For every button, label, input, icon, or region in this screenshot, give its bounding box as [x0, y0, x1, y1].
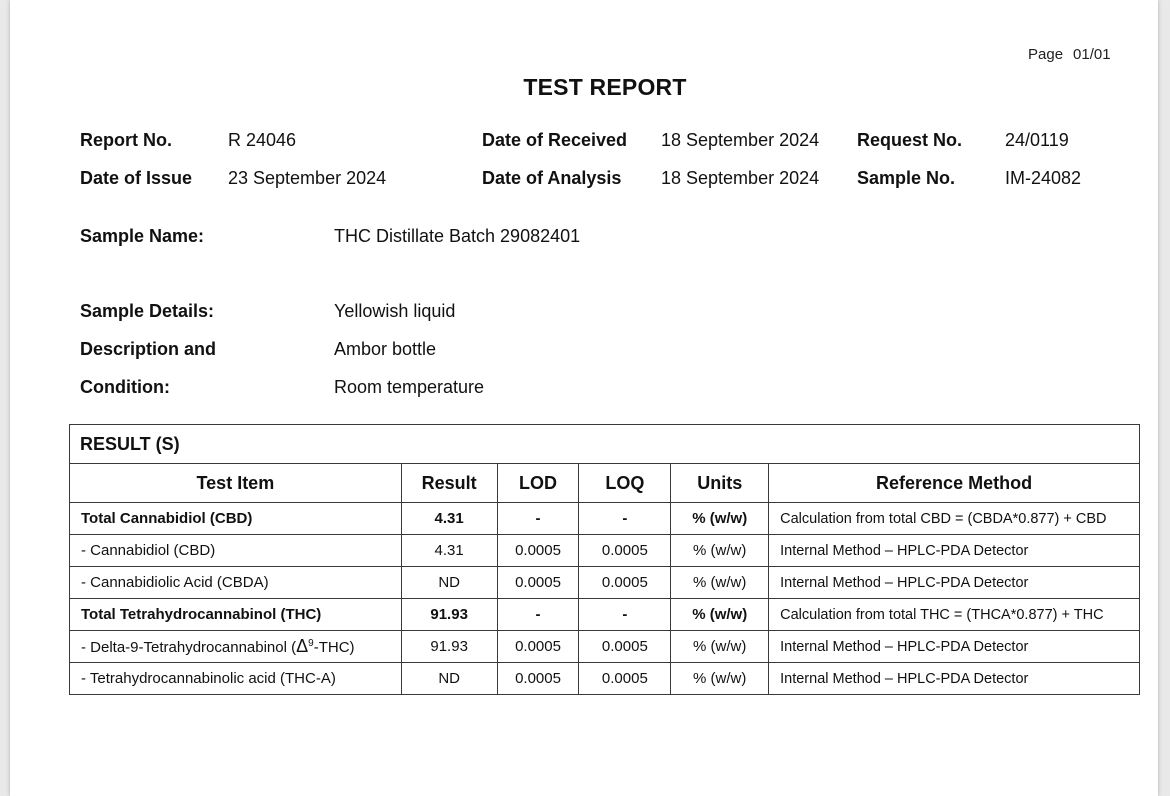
units-value: % (w/w) — [671, 503, 769, 535]
reference-method: Internal Method – HPLC-PDA Detector — [769, 631, 1140, 663]
sample-detail-1: Yellowish liquid — [334, 301, 456, 321]
request-no-label: Request No. — [857, 130, 963, 150]
loq-value: - — [579, 599, 671, 631]
reference-method: Calculation from total THC = (THCA*0.877) + THC — [769, 599, 1140, 631]
table-row — [70, 599, 1140, 631]
test-item: Total Cannabidiol (CBD) — [70, 503, 402, 535]
date-issue-label: Date of Issue — [80, 168, 193, 188]
page-number — [1028, 46, 1111, 63]
units-value: % (w/w) — [671, 663, 769, 695]
sample-detail-2: Ambor bottle — [334, 339, 437, 359]
loq-value: - — [579, 503, 671, 535]
report-title: TEST REPORT — [523, 74, 687, 100]
units-value: % (w/w) — [671, 599, 769, 631]
reference-method: Internal Method – HPLC-PDA Detector — [769, 567, 1140, 599]
loq-value: 0.0005 — [579, 663, 671, 695]
condition-label: Condition: — [80, 377, 170, 397]
report-page — [10, 0, 1158, 796]
test-item: - Cannabidiolic Acid (CBDA) — [70, 567, 402, 599]
lod-value: 0.0005 — [497, 535, 579, 567]
delta-symbol: Δ — [296, 636, 309, 656]
loq-value: 0.0005 — [579, 631, 671, 663]
result-value: ND — [401, 663, 497, 695]
sample-details-label: Sample Details: — [80, 301, 215, 321]
units-value: % (w/w) — [671, 567, 769, 599]
col-test-item: Test Item — [70, 464, 402, 503]
lod-value: - — [497, 599, 579, 631]
col-lod: LOD — [497, 464, 579, 503]
page-value: 01/01 — [1073, 46, 1111, 63]
table-row — [70, 535, 1140, 567]
lod-value: 0.0005 — [497, 631, 579, 663]
reference-method: Internal Method – HPLC-PDA Detector — [769, 663, 1140, 695]
request-no-value: 24/0119 — [1005, 130, 1069, 150]
result-value: 4.31 — [401, 503, 497, 535]
sample-name-value: THC Distillate Batch 29082401 — [334, 226, 581, 246]
results-header-row — [70, 464, 1140, 503]
result-value: 4.31 — [401, 535, 497, 567]
date-analysis-value: 18 September 2024 — [661, 168, 820, 188]
table-row — [70, 567, 1140, 599]
report-no-value: R 24046 — [228, 130, 297, 150]
loq-value: 0.0005 — [579, 567, 671, 599]
col-loq: LOQ — [579, 464, 671, 503]
sample-no-value: IM-24082 — [1005, 168, 1082, 188]
results-caption: RESULT (S) — [70, 425, 1140, 464]
table-row — [70, 503, 1140, 535]
lod-value: 0.0005 — [497, 567, 579, 599]
lod-value: 0.0005 — [497, 663, 579, 695]
test-item: Total Tetrahydrocannabinol (THC) — [70, 599, 402, 631]
reference-method: Calculation from total CBD = (CBDA*0.877) + CBD — [769, 503, 1140, 535]
col-reference-method: Reference Method — [769, 464, 1140, 503]
table-row — [70, 631, 1140, 663]
sample-no-label: Sample No. — [857, 168, 956, 188]
result-value: 91.93 — [401, 599, 497, 631]
table-row — [70, 663, 1140, 695]
reference-method: Internal Method – HPLC-PDA Detector — [769, 535, 1140, 567]
sample-detail-3: Room temperature — [334, 377, 485, 397]
sample-name-label: Sample Name: — [80, 226, 205, 246]
date-analysis-label: Date of Analysis — [482, 168, 622, 188]
result-value: ND — [401, 567, 497, 599]
test-item-prefix: - Delta-9-Tetrahydrocannabinol ( — [81, 639, 297, 656]
test-item: - Cannabidiol (CBD) — [70, 535, 402, 567]
col-units: Units — [671, 464, 769, 503]
results-caption-row — [70, 425, 1140, 464]
report-no-label: Report No. — [80, 130, 172, 150]
test-item-suffix: -THC) — [313, 639, 355, 656]
date-received-value: 18 September 2024 — [661, 130, 820, 150]
test-item: - Tetrahydrocannabinolic acid (THC-A) — [70, 663, 402, 695]
result-value: 91.93 — [401, 631, 497, 663]
delta-superscript: 9 — [308, 638, 314, 649]
loq-value: 0.0005 — [579, 535, 671, 567]
date-issue-value: 23 September 2024 — [228, 168, 387, 188]
col-result: Result — [401, 464, 497, 503]
page-label: Page — [1028, 46, 1064, 63]
description-label: Description and — [80, 339, 217, 359]
results-table — [69, 424, 1140, 695]
units-value: % (w/w) — [671, 631, 769, 663]
units-value: % (w/w) — [671, 535, 769, 567]
test-item — [70, 631, 402, 663]
lod-value: - — [497, 503, 579, 535]
date-received-label: Date of Received — [482, 130, 628, 150]
